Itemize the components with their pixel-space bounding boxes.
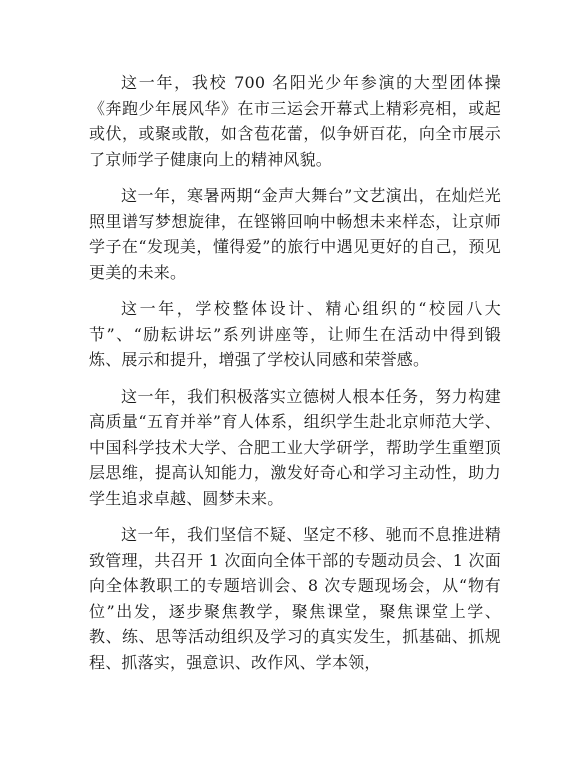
paragraph-education-system: 这一年，我们积极落实立德树人根本任务，努力构建高质量“五育并举”育人体系，组织学生赴北京师范大学、中国科学技术大学、合肥工业大学研学，帮助学生重塑顶层思维，提高认知能力，激发好奇心和学习主动性，助力学生追求卓越、圆梦未来。 [89,386,501,508]
paragraph-management: 这一年，我们坚信不疑、坚定不移、驰而不息推进精致管理，共召开 1 次面向全体干部的专题动员会、1 次面向全体教职工的专题培训会、8 次专题现场会，从“物有位”出发，逐步聚焦教学，聚焦课堂，聚焦课堂上学、教、练、思等活动组织及学习的真实发生，抓基础、抓规程、抓落实，强意识、改作风、学本领， [89,525,501,672]
paragraph-campus-festivals: 这一年，学校整体设计、精心组织的“校园八大节”、“励耘讲坛”系列讲座等，让师生在活动中得到锻炼、展示和提升，增强了学校认同感和荣誉感。 [89,299,501,369]
paragraph-stage-show: 这一年，寒暑两期“金声大舞台”文艺演出，在灿烂光照里谱写梦想旋律，在铿锵回响中畅想未来样态，让京师学子在“发现美，懂得爱”的旅行中遇见更好的自己，预见更美的未来。 [89,186,501,282]
paragraph-performance: 这一年，我校 700 名阳光少年参演的大型团体操《奔跑少年展风华》在市三运会开幕式上精彩亮相，或起或伏，或聚或散，如含苞花蕾，似争妍百花，向全市展示了京师学子健康向上的精神风貌。 [89,73,501,169]
document-body [89,70,501,686]
